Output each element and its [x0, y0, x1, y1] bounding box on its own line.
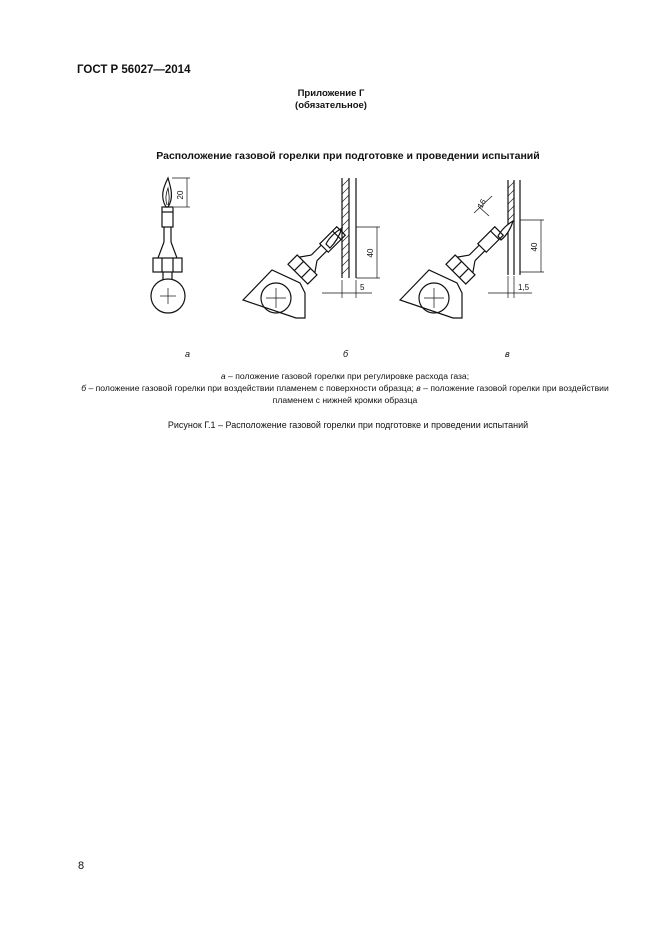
section-title: Расположение газовой горелки при подготовке и проведении испытаний — [156, 150, 540, 162]
dim-label-16: 16 — [475, 197, 488, 210]
caption-line-bc: б – положение газовой горелки при воздействии пламенем с поверхности образца; в – положение газовой горелки при воздействии пламенем с нижней кромки образца — [81, 383, 609, 405]
burner-nozzle — [162, 207, 173, 227]
panel-label-b: б — [343, 349, 349, 359]
panel-label-a: а — [185, 349, 191, 359]
appendix-title: Приложение Г — [297, 88, 365, 99]
dim-label-40: 40 — [366, 248, 375, 258]
dim-label-20: 20 — [176, 190, 185, 200]
burner-holder — [243, 270, 305, 318]
figure-title: Рисунок Г.1 – Расположение газовой горелки при подготовке и проведении испытаний — [167, 420, 529, 430]
burner-figure — [0, 0, 662, 345]
document-header: ГОСТ Р 56027—2014 — [77, 64, 191, 76]
appendix-status: (обязательное) — [295, 100, 367, 111]
panel-label-c: в — [505, 349, 510, 359]
page-number: 8 — [78, 860, 85, 872]
burner-diagram-b — [243, 178, 380, 318]
caption-line-a: а – положение газовой горелки при регулировке расхода газа; — [220, 371, 470, 381]
flame-icon — [163, 178, 172, 207]
burner-nut — [153, 258, 182, 272]
flame-icon — [498, 221, 513, 240]
burner-diagram-c — [400, 180, 544, 318]
dim-label-40-c: 40 — [530, 242, 539, 252]
burner-holder — [400, 270, 462, 318]
dim-label-1-5: 1,5 — [518, 283, 530, 292]
figure-caption — [80, 370, 610, 406]
dim-label-5: 5 — [360, 283, 365, 292]
